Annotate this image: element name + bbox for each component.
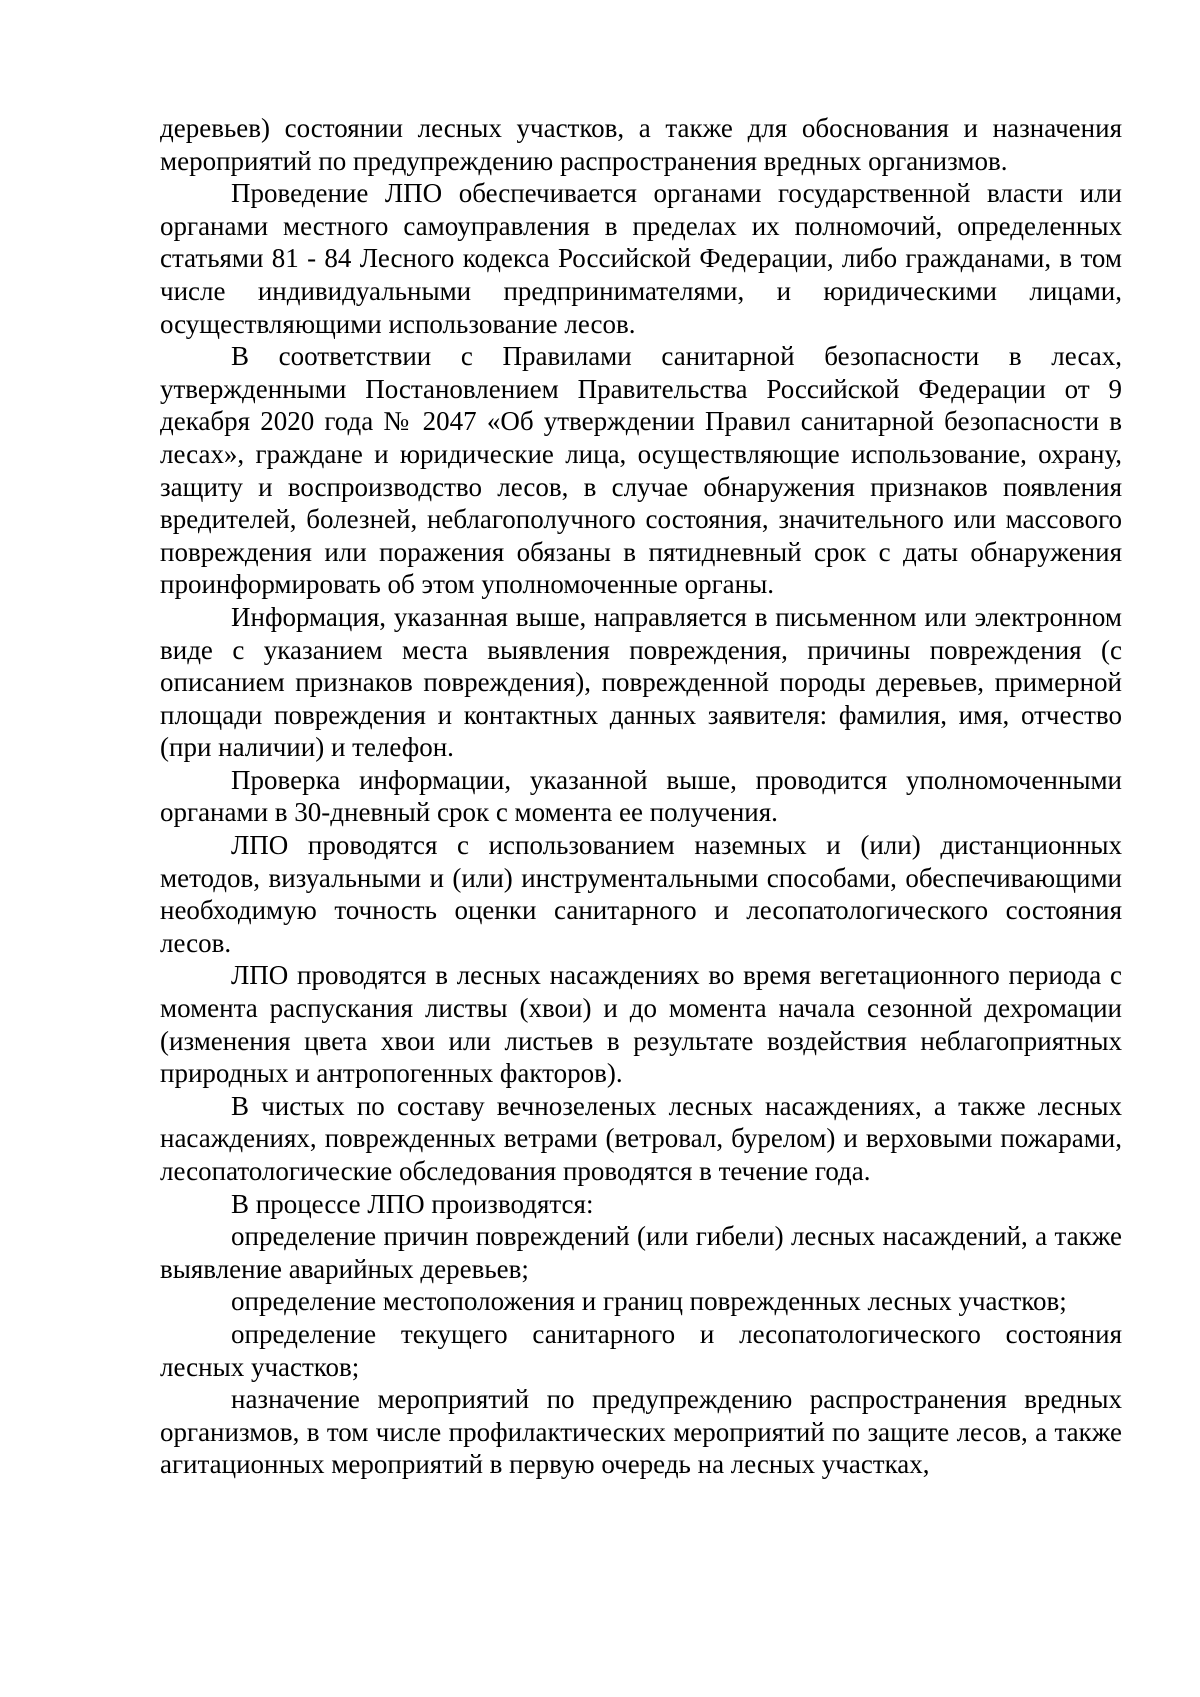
document-page [160,112,1122,1481]
paragraph-lpo-methods: ЛПО проводятся с использованием наземных и (или) дистанционных методов, визуальными и (или) инструментальными способами, обеспечивающими необходимую точность оценки санитарного и лесопатологического состояния лесов. [160,830,1122,958]
list-item-current-state: определение текущего санитарного и лесопатологического состояния лесных участков; [160,1318,1122,1382]
paragraph-information-check: Проверка информации, указанной выше, проводится уполномоченными органами в 30-дневный срок с момента ее получения. [160,764,1122,828]
list-item-location-boundaries: определение местоположения и границ поврежденных лесных участков; [231,1286,1067,1317]
paragraph-sanitary-rules: В соответствии с Правилами санитарной безопасности в лесах, утвержденными Постановлением Правительства Российской Федерации от 9 декабря 2020 года № 2047 «Об утверждении Правил санитарной безопасности в лесах», граждане и юридические лица, осуществляющие использование, охрану, защиту и воспроизводство лесов, в случае обнаружения признаков появления вредителей, болезней, неблагополучного состояния, значительного или массового повреждения или поражения обязаны в пятидневный срок с даты обнаружения проинформировать об этом уполномоченные органы. [160,341,1122,600]
paragraph-information-form: Информация, указанная выше, направляется в письменном или электронном виде с указанием места выявления повреждения, причины повреждения (с описанием признаков повреждения), поврежденной породы деревьев, примерной площади повреждения и контактных данных заявителя: фамилия, имя, отчество (при наличии) и телефон. [160,601,1122,763]
paragraph-continuation: деревьев) состоянии лесных участков, а также для обоснования и назначения мероприятий по предупреждению распространения вредных организмов. [160,113,1122,176]
paragraph-evergreen-stands: В чистых по составу вечнозеленых лесных насаждениях, а также лесных насаждениях, поврежденных ветрами (ветровал, бурелом) и верховыми пожарами, лесопатологические обследования проводятся в течение года. [160,1090,1122,1186]
paragraph-lpo-process-intro: В процессе ЛПО производятся: [231,1188,594,1219]
paragraph-lpo-period: ЛПО проводятся в лесных насаждениях во время вегетационного периода с момента распускания листвы (хвои) и до момента начала сезонной дехромации (изменения цвета хвои или листьев в результате воздействия неблагоприятных природных и антропогенных факторов). [160,960,1122,1089]
list-item-damage-causes: определение причин повреждений (или гибели) лесных насаждений, а также выявление аварийных деревьев; [160,1221,1122,1284]
paragraph-lpo-responsibility: Проведение ЛПО обеспечивается органами государственной власти или органами местного самоуправления в пределах их полномочий, определенных статьями 81 - 84 Лесного кодекса Российской Федерации, либо гражданами, в том числе индивидуальными предпринимателями, и юридическими лицами, осуществляющими использование лесов. [160,178,1122,339]
list-item-measures-assignment: назначение мероприятий по предупреждению распространения вредных организмов, в том числе профилактических мероприятий по защите лесов, а также агитационных мероприятий в первую очередь на лесных участках, [160,1384,1122,1480]
